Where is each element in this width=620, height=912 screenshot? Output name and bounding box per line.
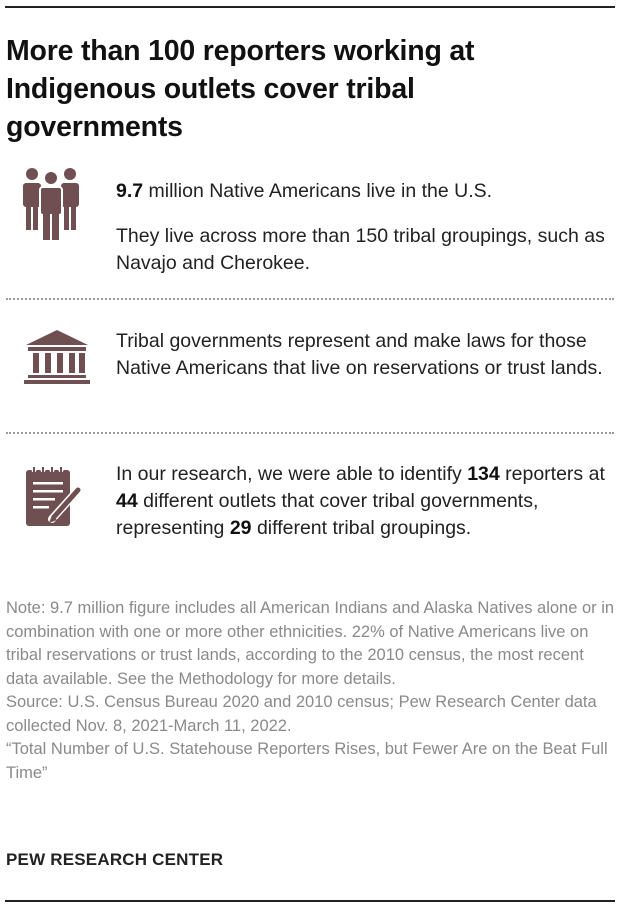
groupings-count: 29 [229,517,252,539]
tribal-groupings-text: They live across more than 150 tribal groupings, such as Navajo and Cherokee. [116,225,605,274]
people-icon [20,166,82,240]
governments-text: Tribal governments represent and make laws for those Native Americans that live on reservations or trust lands. [116,330,603,379]
source-text: Source: U.S. Census Bureau 2020 and 2010 census; Pew Research Center data collected Nov. 8, 2021-March 11, 2022. [6,693,597,735]
research-text [116,461,606,542]
brand-label: PEW RESEARCH CENTER [6,850,224,869]
bottom-rule [5,900,615,902]
note-text: Note: 9.7 million figure includes all American Indians and Alaska Natives alone or in combination with one or more other ethnicities. 22% of Native Americans live on tribal reservations or trust lands, according to the 2010 census, the most recent data available. See the Methodology for more details. [6,599,615,688]
research-text-part: In our research, we were able to identify [116,463,468,485]
report-title-text: “Total Number of U.S. Statehouse Reporters Rises, but Fewer Are on the Beat Full Time” [6,740,608,782]
top-rule [5,6,615,8]
divider [6,432,614,434]
reporters-count: 134 [467,463,500,485]
research-text-part: different outlets that cover tribal governments, representing [116,490,539,539]
outlets-count: 44 [116,490,138,512]
population-text: million Native Americans live in the U.S. [143,180,493,202]
population-line [116,178,606,205]
divider [6,298,614,300]
population-number: 9.7 [116,180,144,202]
government-building-icon [24,330,90,384]
page-title: More than 100 reporters working at Indigenous outlets cover tribal governments [6,35,475,143]
research-text-part: reporters at [499,463,605,485]
research-text-part: different tribal groupings. [251,517,472,539]
notepad-icon [26,464,82,526]
notes-block [6,597,616,785]
